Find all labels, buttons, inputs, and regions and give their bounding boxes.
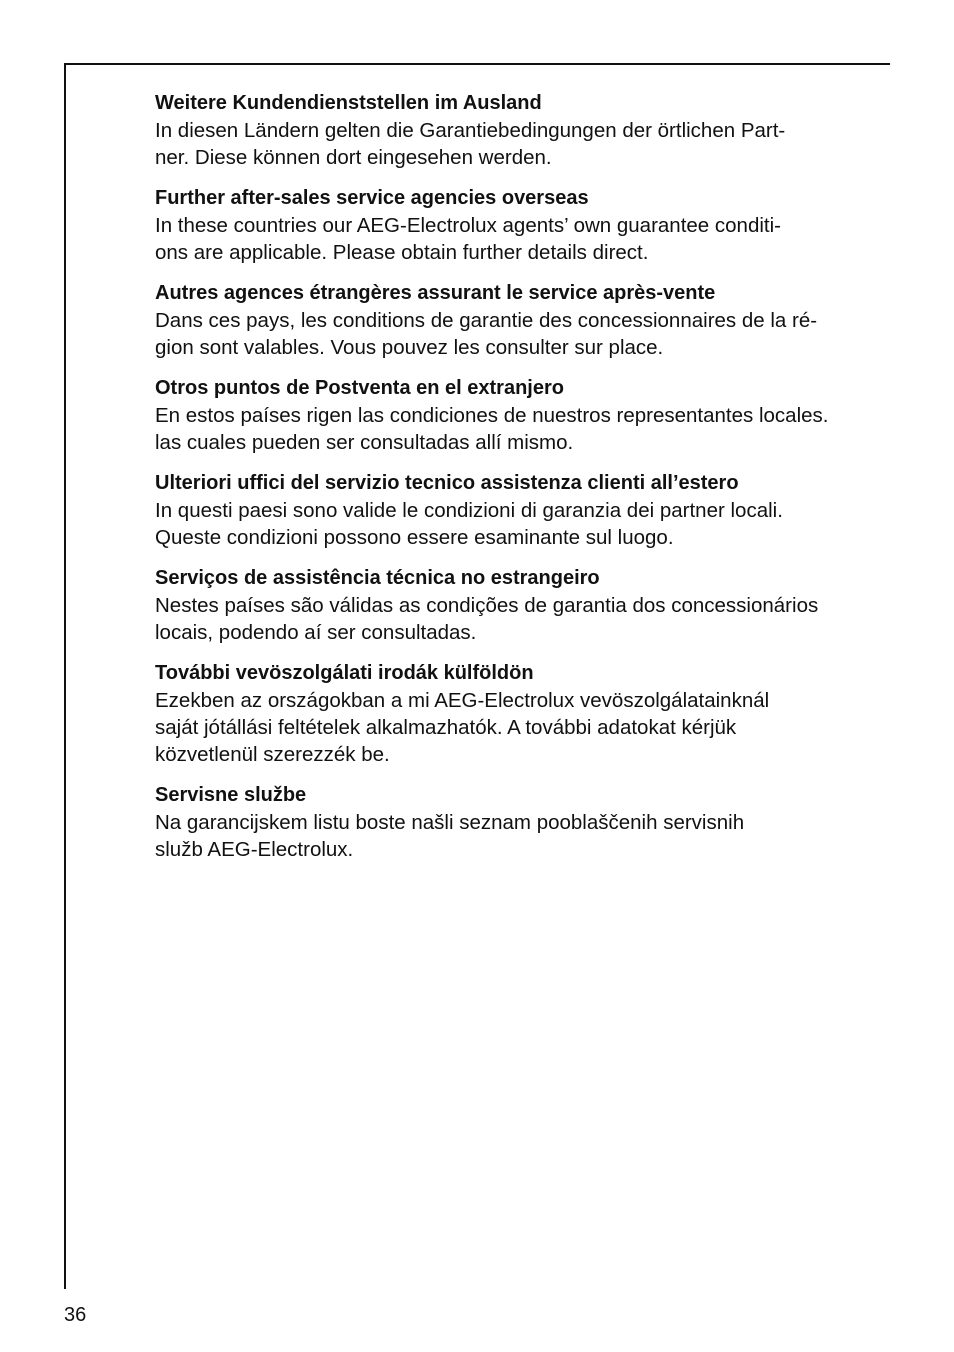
section-text-line: In diesen Ländern gelten die Garantiebedingungen der örtlichen Part-: [155, 119, 786, 142]
section-heading: Autres agences étrangères assurant le service après-vente: [155, 282, 716, 304]
section-text-line: ner. Diese können dort eingesehen werden.: [155, 146, 552, 169]
section-heading: Serviços de assistência técnica no estrangeiro: [155, 567, 600, 589]
section-text-line: Queste condizioni possono essere esaminante sul luogo.: [155, 526, 674, 549]
section-heading: További vevöszolgálati irodák külföldön: [155, 662, 534, 684]
section-text-line: Na garancijskem listu boste našli seznam pooblaščenih servisnih: [155, 811, 745, 834]
service-agencies-content: [155, 90, 865, 877]
section-text-line: Nestes países são válidas as condições de garantia dos concessionários: [155, 594, 819, 617]
section-text-line: En estos países rigen las condiciones de nuestros representantes locales.: [155, 404, 829, 427]
top-rule: [64, 63, 890, 65]
section-portuguese: [155, 565, 865, 646]
section-spanish: [155, 375, 865, 456]
page-number: 36: [64, 1304, 87, 1326]
section-text-line: In these countries our AEG-Electrolux agents’ own guarantee conditi-: [155, 214, 781, 237]
section-english: [155, 185, 865, 266]
section-slovenian: [155, 782, 865, 863]
section-french: [155, 280, 865, 361]
left-rule: [64, 63, 66, 1289]
section-text-line: saját jótállási feltételek alkalmazhatók. A további adatokat kérjük: [155, 716, 737, 739]
section-heading: Ulteriori uffici del servizio tecnico assistenza clienti all’estero: [155, 472, 739, 494]
section-heading: Further after-sales service agencies overseas: [155, 187, 589, 209]
section-hungarian: [155, 660, 865, 768]
section-italian: [155, 470, 865, 551]
section-heading: Otros puntos de Postventa en el extranjero: [155, 377, 564, 399]
section-text-line: gion sont valables. Vous pouvez les consulter sur place.: [155, 336, 664, 359]
section-text-line: ons are applicable. Please obtain further details direct.: [155, 241, 649, 264]
section-text-line: las cuales pueden ser consultadas allí mismo.: [155, 431, 574, 454]
section-text-line: Ezekben az országokban a mi AEG-Electrolux vevöszolgálatainknál: [155, 689, 770, 712]
section-text-line: In questi paesi sono valide le condizioni di garanzia dei partner locali.: [155, 499, 783, 522]
section-text-line: služb AEG-Electrolux.: [155, 838, 354, 861]
section-text-line: közvetlenül szerezzék be.: [155, 743, 390, 766]
section-text-line: Dans ces pays, les conditions de garantie des concessionnaires de la ré-: [155, 309, 818, 332]
section-heading: Servisne službe: [155, 784, 307, 806]
section-german: [155, 90, 865, 171]
section-text-line: locais, podendo aí ser consultadas.: [155, 621, 477, 644]
section-heading: Weitere Kundendienststellen im Ausland: [155, 92, 542, 114]
